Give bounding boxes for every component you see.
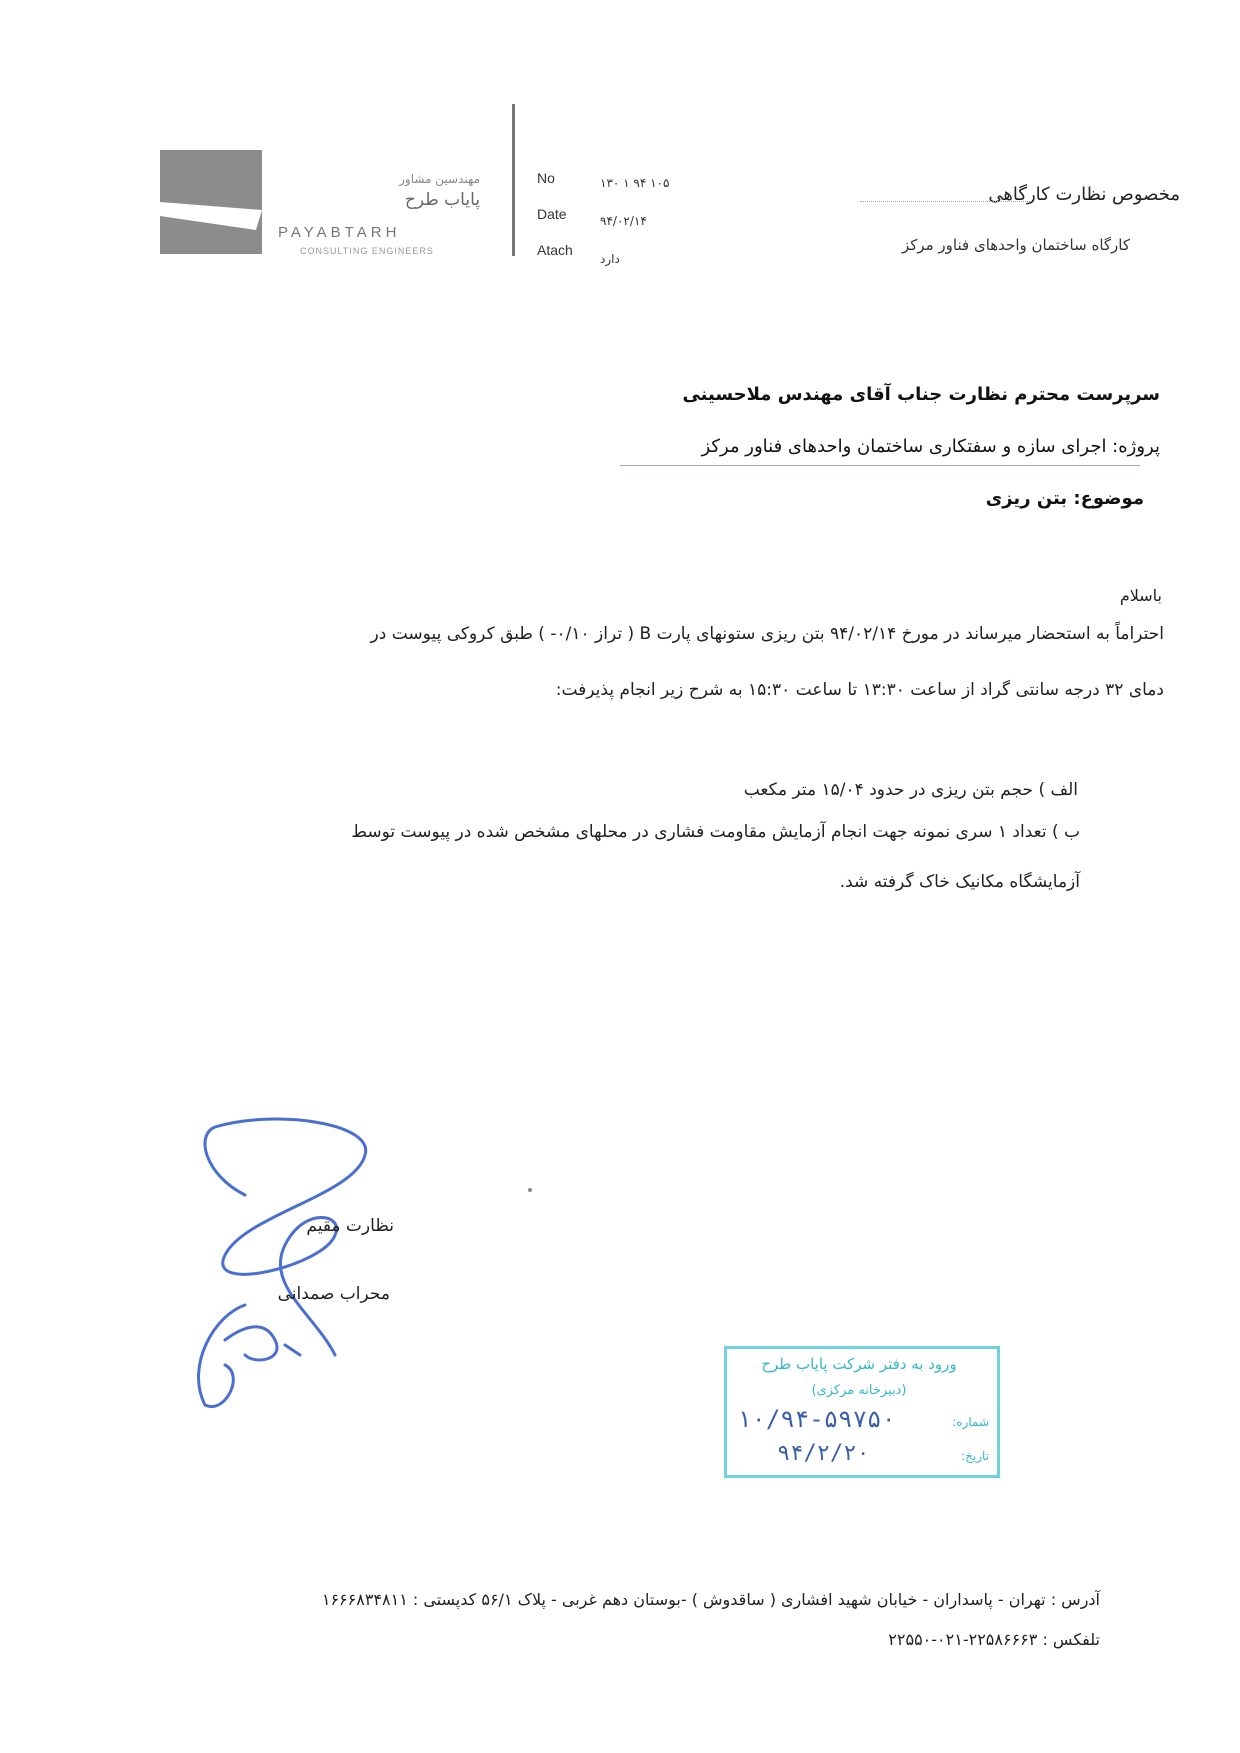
header-subtitle: کارگاه ساختمان واحدهای فناور مرکز: [901, 236, 1130, 254]
logo-name-en: PAYABTARH: [278, 224, 401, 241]
paragraph-line-1: احتراماً به استحضار میرساند در مورخ ۹۴/۰۲/۱۴ بتن ریزی ستونهای پارت B ( تراز ۰/۱۰- ) طبق کروکی پیوست در: [370, 624, 1164, 644]
signatory-title: نظارت مقیم: [306, 1216, 394, 1236]
header-title-underline: [860, 201, 1030, 202]
date-value: ۹۴/۰۲/۱۴: [600, 214, 647, 228]
header-divider: [512, 104, 515, 256]
received-stamp: [724, 1346, 1000, 1478]
greeting: باسلام: [1119, 586, 1162, 605]
subject-line: موضوع: بتن ریزی: [985, 488, 1144, 509]
stamp-date-value: ۹۴/۲/۲۰: [777, 1441, 870, 1466]
item-b-line-2: آزمایشگاه مکانیک خاک گرفته شد.: [839, 872, 1080, 892]
addressee: سرپرست محترم نظارت جناب آقای مهندس ملاحسینی: [682, 384, 1160, 405]
stamp-line-2: (دبیرخانه مرکزی): [811, 1383, 907, 1398]
paragraph-line-2: دمای ۳۲ درجه سانتی گراد از ساعت ۱۳:۳۰ تا ساعت ۱۵:۳۰ به شرح زیر انجام پذیرفت:: [555, 680, 1164, 700]
stamp-line-1: ورود به دفتر شرکت پایاب طرح: [761, 1355, 957, 1373]
attach-label: Atach: [537, 242, 573, 258]
logo-name-fa: پایاب طرح: [404, 190, 480, 210]
handwritten-signature: [185, 1115, 385, 1415]
project-line: پروژه: اجرای سازه و سفتکاری ساختمان واحدهای فناور مرکز: [701, 436, 1160, 457]
signatory-name: محراب صمدانی: [277, 1284, 390, 1304]
project-underline: [620, 465, 1140, 466]
speck-mark: [528, 1188, 532, 1192]
logo-subtitle-fa: مهندسین مشاور: [399, 172, 480, 186]
no-label: No: [537, 170, 555, 186]
footer-address: آدرس : تهران - پاسداران - خیابان شهید افشاری ( ساقدوش ) -بوستان دهم غربی - پلاک ۵۶/۱ کدپستی : ۱۶۶۶۸۳۴۸۱۱: [321, 1590, 1100, 1609]
footer-fax: تلفکس : ۲۲۵۸۶۶۶۳-۰۲۱-۲۲۵۵۰: [888, 1630, 1100, 1649]
date-label: Date: [537, 206, 567, 222]
attach-value: دارد: [600, 252, 620, 266]
company-logo-mark: [160, 150, 262, 254]
item-a: الف ) حجم بتن ریزی در حدود ۱۵/۰۴ متر مکعب: [743, 780, 1078, 800]
header-title: مخصوص نظارت کارگاهی: [988, 184, 1180, 205]
stamp-date-label: تاریخ:: [961, 1449, 989, 1463]
stamp-number-value: ۱۰/۹۴-۵۹۷۵۰: [737, 1405, 896, 1433]
no-value: ۱۳۰ ۱ ۹۴ ۱۰۵: [600, 176, 670, 190]
stamp-number-label: شماره:: [952, 1415, 989, 1429]
item-b-line-1: ب ) تعداد ۱ سری نمونه جهت انجام آزمایش مقاومت فشاری در محلهای مشخص شده در پیوست توسط: [351, 822, 1080, 842]
logo-subtitle-en: CONSULTING ENGINEERS: [300, 246, 434, 256]
